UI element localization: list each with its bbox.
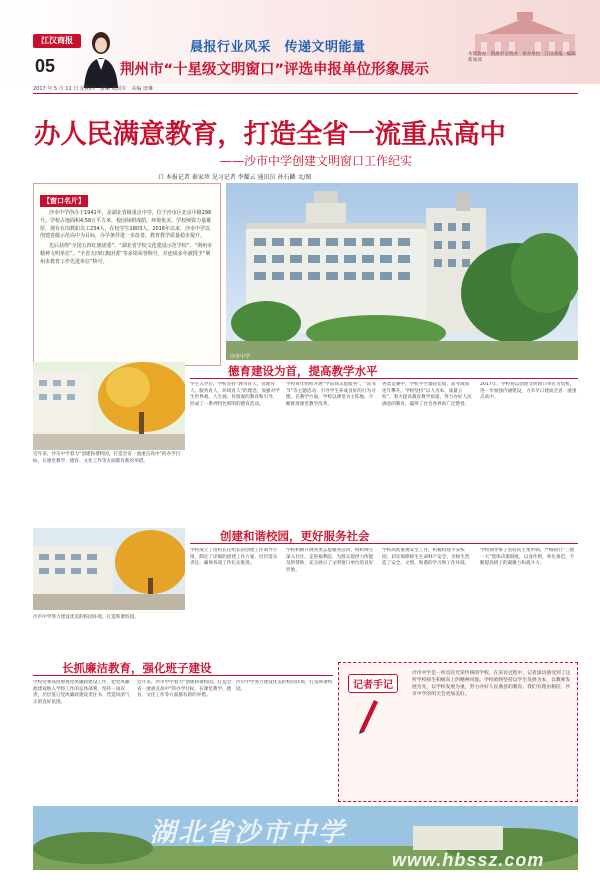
sub-headline: ——沙市中学创建文明窗口工作纪实	[220, 154, 413, 168]
newspaper-logo	[33, 34, 81, 48]
section2-caption: 沙市中学努力建设优美的校园环境，打造和谐校园。	[33, 615, 139, 620]
section1-rule	[190, 378, 578, 379]
intro-box	[33, 183, 221, 366]
header-slogan: 晨报行业风采 传递文明能量	[190, 40, 366, 55]
notes-title: 记者手记	[348, 674, 398, 693]
section3-title: 长抓廉洁教育，强化班子建设	[62, 661, 212, 675]
info-item: 荆州市文明办	[490, 52, 518, 57]
section3-col3: 沙市中学努力建设优美的校园环境，打造和谐校园。	[236, 680, 333, 692]
info-item: 新闻部	[468, 58, 482, 63]
section1-caption: 近年来，沙市中学着力“创建和谐校园，打造全省一流重点高中”的办学目标，在课堂教学、德育、文化工作等方面都有新的举措。	[33, 452, 181, 464]
intro-paragraph: 先后获得“全国五四红旗团委”、“湖北省学校文化建设示范学校”、“荆州市精神文明单位”、“全省五四红旗团委”等多项荣誉称号，并连续多年被授予“荆州市教育工作先进单位”称号。	[40, 243, 212, 265]
section3-col2: 近年来，沙市中学着力“创建和谐校园，打造全省一流重点高中”的办学目标，在课堂教学、德育、文化工作等方面都有新的举措。	[137, 680, 232, 699]
section2-col1: 学校成立了由校长任组长的创建工作领导小组，制定了详细的创建工作方案，层层落实责任，确保各项工作扎实推进。	[190, 548, 278, 567]
presenter-figure	[80, 30, 122, 88]
header-title: 荆州市“十星级文明窗口”评选申报单位形象展示	[120, 62, 430, 78]
header-right-info	[468, 52, 578, 64]
header-rule	[33, 93, 578, 94]
logo-text: 江汉商报	[41, 36, 73, 45]
section2-col2: 学校积极开展各类志愿服务活动，组织师生深入社区、走进福利院，为群众提供力所能及的帮助，充分展示了文明窗口单位的良好形象。	[286, 548, 374, 573]
intro-tag: 【窗口名片】	[40, 195, 88, 207]
section1-col4: 2017年，学校将以创建文明窗口单位为契机，进一步加强内涵建设，力争早日建成全省一流重点高中。	[480, 382, 577, 401]
photo-caption: 沙市中学	[230, 354, 251, 360]
notes-text: 沙市中学是一所具有光荣传统的学校。在采访过程中，记者深切感受到了这所学校师生积极向上的精神风貌。学校始终坚持以学生发展为本，以教师发展为先，以学校发展为重，努力办好人民满意的教育。我们有理由相信，沙市中学的明天会更加美好。	[412, 671, 571, 697]
campus-photo-2	[33, 528, 185, 610]
section3-col1: 学校党委高度重视党风廉政建设工作，把党风廉政建设纳入学校工作的总体部署，坚持一岗双责，层层签订党风廉政建设责任书，营造风清气正的良好氛围。	[33, 680, 130, 705]
info-item: 本版协办	[468, 52, 487, 57]
intro-paragraph: 沙市中学创办于1941年，是湖北省级重点中学，位于沙市区北京中路296号。学校占地面积4.58万平方米，校园绿树成荫，环境优美。学校师资力量雄厚，现有在岗教职员工234人，在校学生1803人。2016年以来，沙市中学以创建省级示范高中为目标，办学条件进一步改善，教育教学质量稳步提升。	[40, 210, 212, 240]
campus-photo-1	[33, 362, 185, 450]
section2-title: 创建和谐校园，更好服务社会	[220, 529, 370, 543]
info-item: 编辑	[566, 52, 576, 57]
section2-rule	[190, 543, 578, 544]
section1-col1: 学生入学后，学校坚持“教书育人、管理育人、服务育人、环境育人”的理念，加强对学生世界观、人生观、价值观的教育和引导，形成了一系列特色鲜明的德育活动。	[190, 382, 280, 407]
date-line: 2017 年 5 月 11 日 星期四 责编 刘国军 美编 唐琳	[33, 86, 153, 92]
section1-col2: 学校每年组织开展“学雷锋志愿服务”、“读书节”等主题活动，引导学生养成良好的行为习惯。在教学方面，学校以课堂为主阵地，不断推进课堂教学改革。	[286, 382, 376, 407]
main-headline: 办人民满意教育，打造全省一流重点高中	[34, 119, 506, 150]
section1-title: 德育建设为首，提高教学水平	[228, 364, 378, 378]
footer-calligraphy: 湖北省沙市中学	[150, 818, 347, 848]
section1-col3: 各类竞赛中，学校学生屡获佳绩，高考成绩连年攀升。学校坚持“以人为本、质量立校”，着力提高教育教学质量，努力办好人民满意的教育，赢得了社会各界的广泛赞誉。	[382, 382, 472, 407]
school-building-photo	[226, 183, 578, 360]
byline: 口 本报记者 秦家珍 见习记者 李耀云 通讯员 孙石麟 文/图	[158, 174, 312, 181]
info-item: 承办单位	[521, 52, 541, 57]
page-number: 05	[35, 56, 56, 76]
info-item: 江汉商报	[544, 52, 563, 57]
section2-col3: 学校高度重视安全工作，积极构建平安校园，切实保障师生生命财产安全，为师生营造了安全、文明、和谐的学习和工作环境。	[382, 548, 470, 567]
section3-rule	[33, 675, 333, 676]
section2-col4: 学校领导班子坚持民主集中制，严格执行“三重一大”集体决策制度，以身作则，率先垂范，不断提高班子的凝聚力和战斗力。	[480, 548, 575, 567]
footer-watermark: www.hbssz.com	[392, 850, 545, 870]
pen-icon	[352, 694, 382, 734]
